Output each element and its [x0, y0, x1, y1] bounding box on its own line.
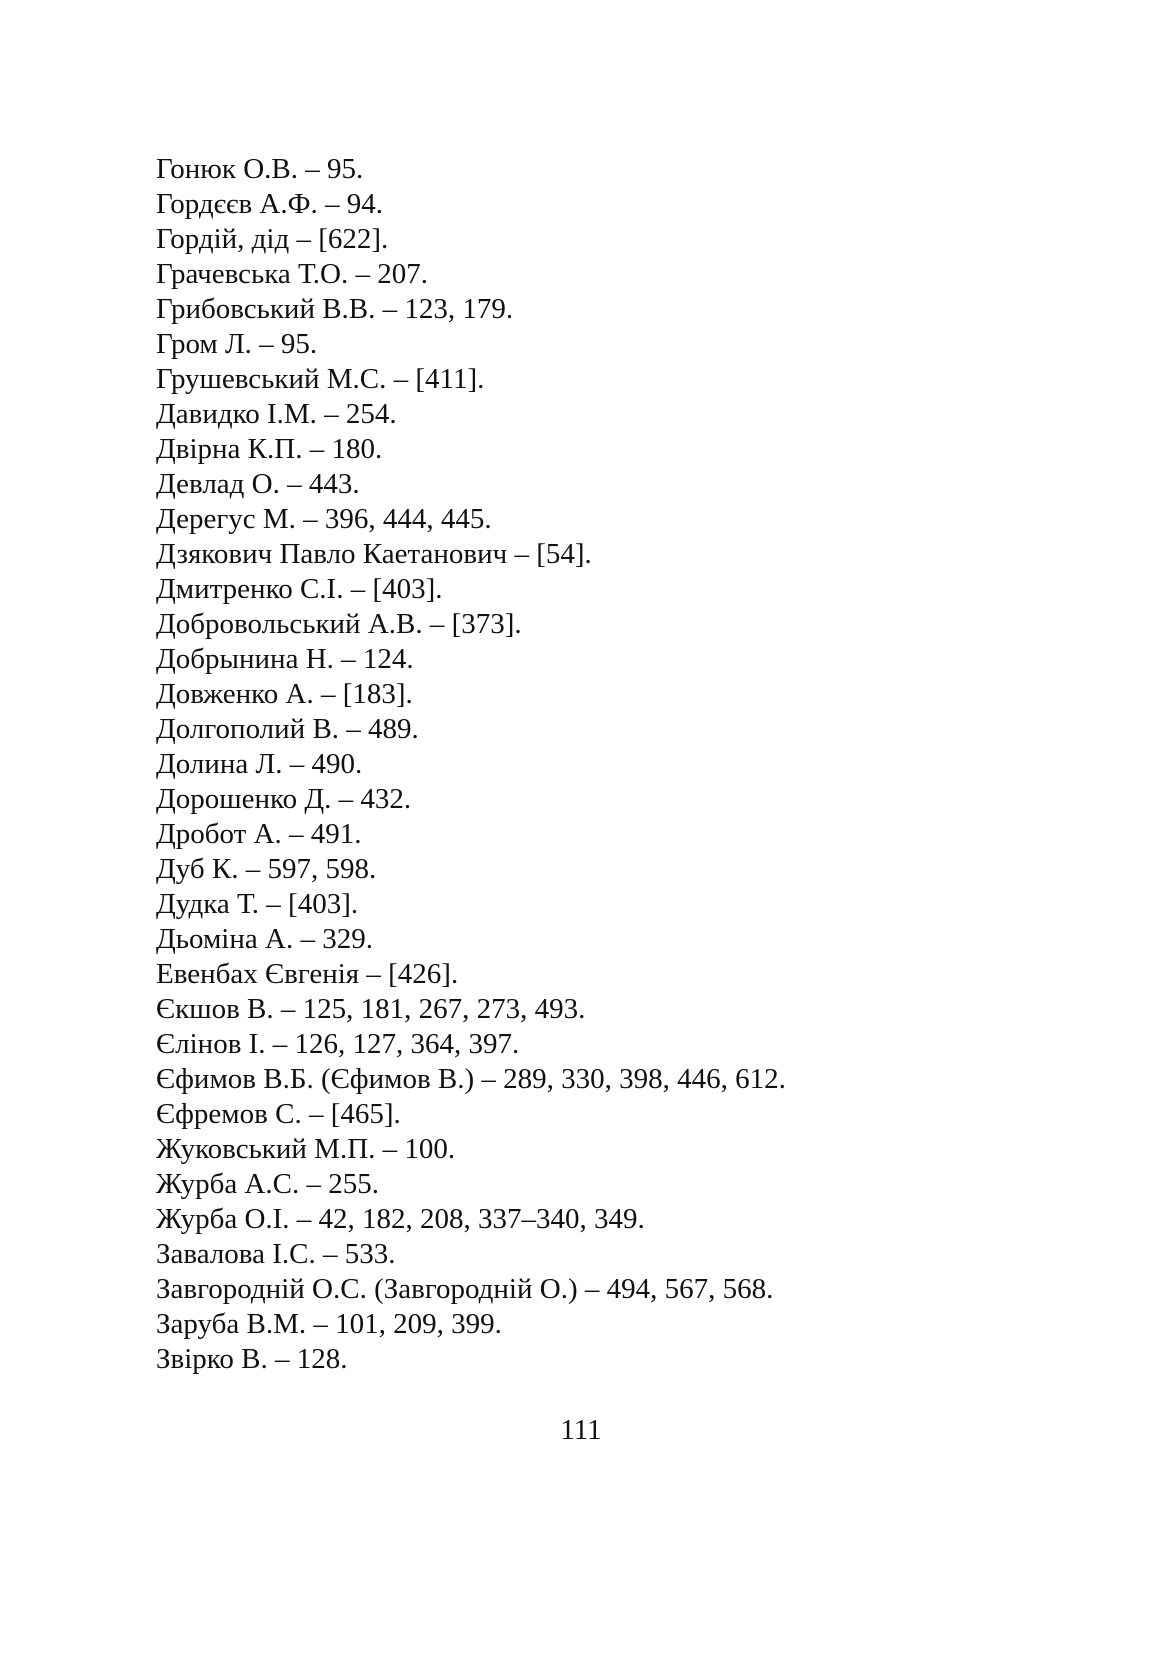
- index-entry: Дудка Т. – [403].: [156, 888, 359, 920]
- index-entry: Давидко І.М. – 254.: [156, 398, 397, 430]
- index-entry: Єкшов В. – 125, 181, 267, 273, 493.: [156, 993, 586, 1025]
- index-entry: Журба О.І. – 42, 182, 208, 337–340, 349.: [156, 1203, 645, 1235]
- index-entry: Завалова І.С. – 533.: [156, 1238, 396, 1270]
- index-entry: Дьоміна А. – 329.: [156, 923, 373, 955]
- index-entry: Жуковський М.П. – 100.: [156, 1133, 456, 1165]
- index-entry: Журба А.С. – 255.: [156, 1168, 379, 1200]
- index-entry: Евенбах Євгенія – [426].: [156, 958, 459, 990]
- index-entry: Добровольський А.В. – [373].: [156, 608, 522, 640]
- index-entry: Дорошенко Д. – 432.: [156, 783, 412, 815]
- index-entry: Девлад О. – 443.: [156, 468, 360, 500]
- index-entry: Гордєєв А.Ф. – 94.: [156, 188, 384, 220]
- index-entry: Гром Л. – 95.: [156, 328, 318, 360]
- page-number: 111: [560, 1414, 602, 1446]
- index-entry: Гордій, дід – [622].: [156, 223, 389, 255]
- index-entry: Довженко А. – [183].: [156, 678, 413, 710]
- index-entry: Єфимов В.Б. (Єфимов В.) – 289, 330, 398, 446, 612.: [156, 1063, 786, 1095]
- index-entry: Добрынина Н. – 124.: [156, 643, 414, 675]
- index-entry: Грушевський М.С. – [411].: [156, 363, 485, 395]
- index-entry: Єлінов І. – 126, 127, 364, 397.: [156, 1028, 520, 1060]
- index-entry: Дуб К. – 597, 598.: [156, 853, 377, 885]
- index-entry: Заруба В.М. – 101, 209, 399.: [156, 1308, 502, 1340]
- index-entry: Дмитренко С.І. – [403].: [156, 573, 443, 605]
- index-entry: Звірко В. – 128.: [156, 1343, 348, 1375]
- index-entry: Гонюк О.В. – 95.: [156, 153, 364, 185]
- index-entry: Дзякович Павло Каетанович – [54].: [156, 538, 592, 570]
- index-entry: Дерегус М. – 396, 444, 445.: [156, 503, 492, 535]
- index-entry: Дробот А. – 491.: [156, 818, 362, 850]
- index-entry: Двірна К.П. – 180.: [156, 433, 383, 465]
- index-entry: Долина Л. – 490.: [156, 748, 363, 780]
- name-index-list: [156, 152, 786, 1377]
- index-entry: Єфремов С. – [465].: [156, 1098, 401, 1130]
- index-entry: Грачевська Т.О. – 207.: [156, 258, 429, 290]
- index-entry: Долгополий В. – 489.: [156, 713, 419, 745]
- index-entry: Грибовський В.В. – 123, 179.: [156, 293, 514, 325]
- index-entry: Завгородній О.С. (Завгородній О.) – 494, 567, 568.: [156, 1273, 774, 1305]
